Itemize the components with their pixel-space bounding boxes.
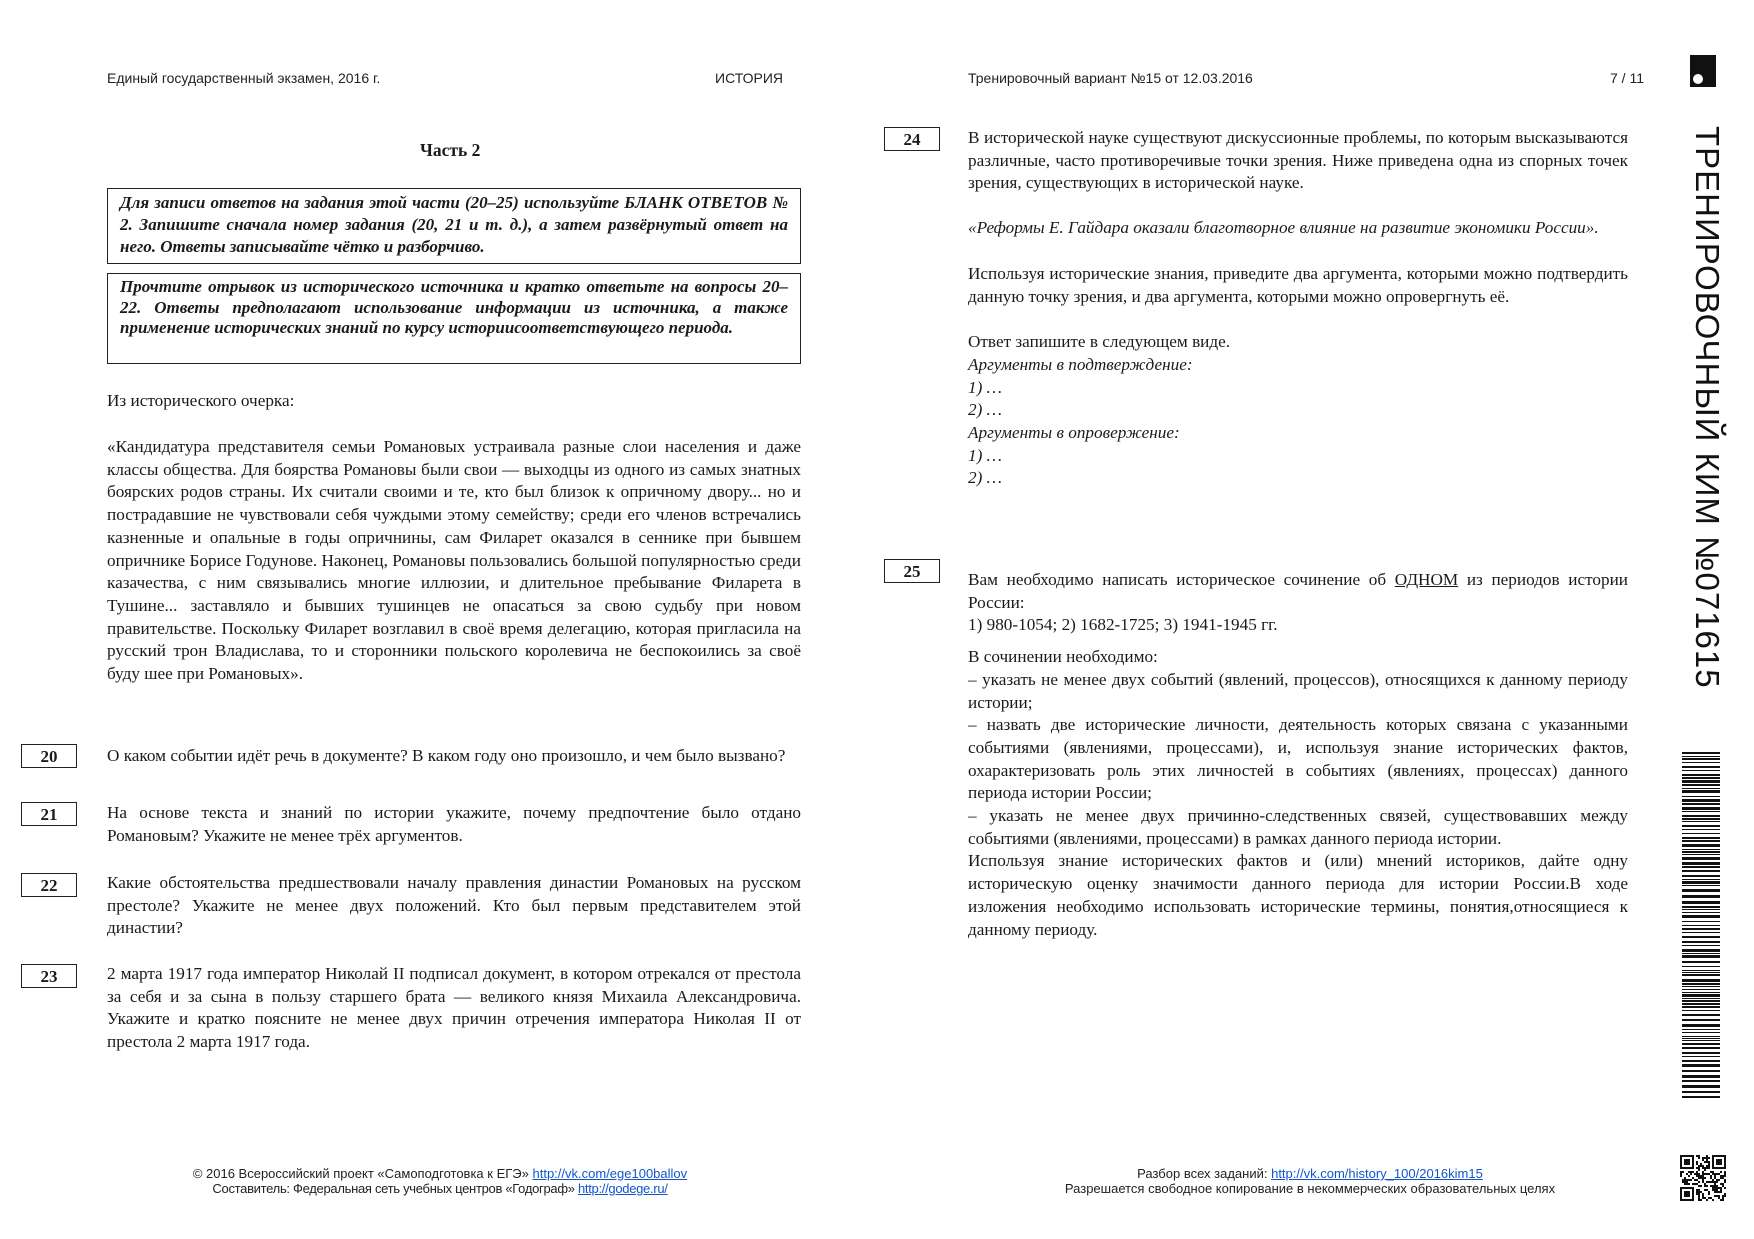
question-25-bullet: – указать не менее двух причинно-следственных связей, существовавших между событиями (явлениями, процессами) в рамках данного периода истории. bbox=[968, 806, 1628, 848]
question-24-refute-item-2: 2) … bbox=[968, 468, 1002, 488]
question-number-20: 20 bbox=[21, 744, 77, 768]
question-25-periods: 1) 980-1054; 2) 1682-1725; 3) 1941-1945 гг. bbox=[968, 615, 1278, 635]
footer-review-line bbox=[1000, 1166, 1620, 1181]
header-variant: Тренировочный вариант №15 от 12.03.2016 bbox=[968, 70, 1253, 86]
source-intro: Из исторического очерка: bbox=[107, 391, 295, 410]
footer-right bbox=[1000, 1166, 1620, 1196]
side-variant-label-text: ТРЕНИРОВОЧНЫЙ КИМ №071615 bbox=[1689, 126, 1726, 689]
question-25-need: В сочинении необходимо: bbox=[968, 647, 1158, 667]
question-25-intro-a: Вам необходимо написать историческое сочинение об bbox=[968, 570, 1395, 589]
barcode-icon bbox=[1682, 752, 1720, 1100]
footer-compiler-line bbox=[150, 1181, 730, 1196]
side-variant-label bbox=[1676, 126, 1736, 716]
question-25-block bbox=[968, 569, 1628, 941]
question-24-quote: «Реформы Е. Гайдара оказали благотворное влияние на развитие экономики России». bbox=[968, 218, 1599, 238]
question-25-intro-emphasis: ОДНОМ bbox=[1394, 570, 1459, 589]
part-title: Часть 2 bbox=[420, 140, 481, 160]
question-21-text: На основе текста и знаний по истории укажите, почему предпочтение было отдано Романовым? Укажите не менее трёх аргументов. bbox=[107, 803, 801, 845]
instruction-box-source: Прочтите отрывок из исторического источника и кратко ответьте на вопросы 20–22. Ответы предполагают использование информации из источника, а также применение исторических знаний по курсу историисоответствующего периода. bbox=[107, 273, 801, 364]
question-24-block bbox=[968, 127, 1628, 490]
footer-copyright: © 2016 Всероссийский проект «Самоподготовка к ЕГЭ» bbox=[192, 1166, 529, 1181]
question-number-25: 25 bbox=[884, 559, 940, 583]
question-24-refute-label: Аргументы в опровержение: bbox=[968, 423, 1180, 443]
footer-compiler: Составитель: Федеральная сеть учебных центров «Годограф» bbox=[212, 1181, 575, 1196]
question-number-22: 22 bbox=[21, 873, 77, 897]
footer-compiler-link[interactable]: http://godege.ru/ bbox=[577, 1181, 668, 1196]
question-24-answer-form: Ответ запишите в следующем виде. bbox=[968, 332, 1231, 352]
question-24-intro: В исторической науке существуют дискуссионные проблемы, по которым высказываются различные, часто противоречивые точки зрения. Ниже приведена одна из спорных точек зрения, существующих в исторической науке. bbox=[968, 128, 1628, 193]
header-page-number: 7 / 11 bbox=[1610, 70, 1644, 86]
question-25-final: Используя знание исторических фактов и (или) мнений историков, дайте одну историческую оценку значимости данного периода для истории России.В ходе изложения необходимо использовать исторические термины, понятия,относящиеся к данному периоду. bbox=[968, 851, 1628, 939]
question-22-text: Какие обстоятельства предшествовали началу правления династии Романовых на русском престоле? Укажите не менее двух положений. Кто был первым представителем этой династии? bbox=[107, 873, 801, 938]
qr-code-icon bbox=[1680, 1155, 1726, 1201]
question-25-bullets bbox=[968, 669, 1628, 851]
source-text: «Кандидатура представителя семьи Романовых устраивала разные слои населения и даже классы общества. Для боярства Романовы были свои — выходцы из одного из самых знатных боярских родов страны. Их считали своими и те, кто был близок к опричному двору... но и пострадавшие не чувствовали себя чуждыми этому семейству; среди его членов встречались казненные и опальные в годы опричнины, сам Филарет оказался в сеннике при бывшем опричнике Борисе Годунове. Наконец, Романовы пользовались большой популярностью среди казачества, с ним связывались многие иллюзии, и длительное пребывание Филарета в Тушине... заставляло и бывших тушинцев не опасаться за свою судьбу при новом правительстве. Поскольку Филарет возглавил в своё время делегацию, которая пригласила на русский трон Владислава, то и сторонники польского королевича не беспокоились за своё буду шее при Романовых». bbox=[107, 437, 801, 684]
question-number-21: 21 bbox=[21, 802, 77, 826]
footer-copyright-link[interactable]: http://vk.com/ege100ballov bbox=[532, 1166, 688, 1181]
instruction-box-answers: Для записи ответов на задания этой части (20–25) используйте БЛАНК ОТВЕТОВ № 2. Запишите сначала номер задания (20, 21 и т. д.), а затем развёрнутый ответ на него. Ответы записывайте чётко и разборчиво. bbox=[107, 188, 801, 264]
question-24-task: Используя исторические знания, приведите два аргумента, которыми можно подтвердить данную точку зрения, и два аргумента, которыми можно опровергнуть её. bbox=[968, 263, 1628, 306]
question-25-bullet: – указать не менее двух событий (явлений, процессов), относящихся к данному периоду истории; bbox=[968, 669, 1628, 712]
question-number-24: 24 bbox=[884, 127, 940, 151]
question-24-confirm-item-2: 2) … bbox=[968, 400, 1002, 420]
footer-license: Разрешается свободное копирование в некоммерческих образовательных целях bbox=[1064, 1181, 1556, 1196]
question-25-bullet: – назвать две исторические личности, деятельность которых связана с указанными событиями (явлениями, процессами), и, используя знание исторических фактов, охарактеризовать роль этих личностей в событиях (явлениях, процессах) данного периода истории России; bbox=[968, 715, 1628, 803]
question-20-text: О каком событии идёт речь в документе? В каком году оно произошло, и чем было вызвано? bbox=[107, 746, 786, 765]
question-24-refute-item-1: 1) … bbox=[968, 445, 1002, 465]
question-25-intro bbox=[968, 569, 1628, 614]
header-subject: ИСТОРИЯ bbox=[715, 70, 784, 86]
header-exam-title: Единый государственный экзамен, 2016 г. bbox=[107, 70, 381, 86]
footer-copyright-line bbox=[150, 1166, 730, 1181]
question-25-intro-b: из периодов истории России: bbox=[968, 570, 1628, 612]
question-24-confirm-label: Аргументы в подтверждение: bbox=[968, 354, 1193, 374]
footer-left bbox=[150, 1166, 730, 1196]
footer-review-link[interactable]: http://vk.com/history_100/2016kim15 bbox=[1271, 1166, 1483, 1181]
corner-marker-icon bbox=[1690, 55, 1716, 87]
footer-review: Разбор всех заданий: bbox=[1137, 1166, 1268, 1181]
question-24-confirm-item-1: 1) … bbox=[968, 377, 1002, 397]
question-number-23: 23 bbox=[21, 964, 77, 988]
question-23-text: 2 марта 1917 года император Николай II подписал документ, в котором отрекался от престола за себя и за сына в пользу старшего брата — великого князя Михаила Александровича. Укажите и кратко поясните не менее двух причин отречения императора Николая II от престола 2 марта 1917 года. bbox=[107, 964, 801, 1052]
